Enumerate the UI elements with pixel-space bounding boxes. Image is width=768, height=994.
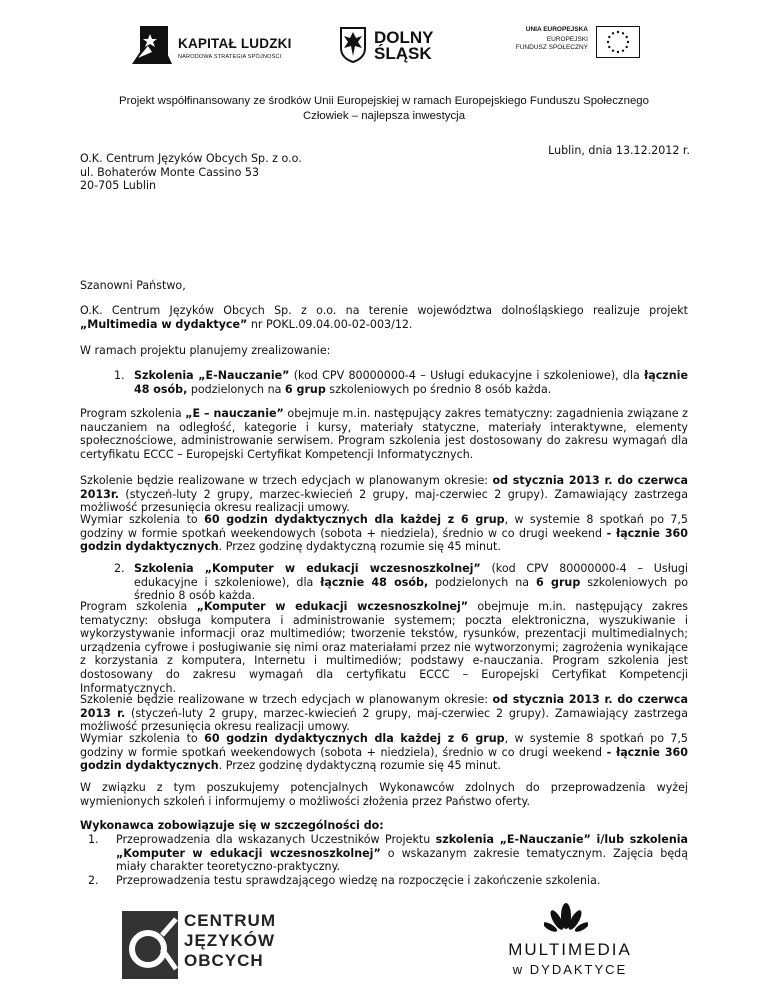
item2-t3: szkoleniowych po średnio 8 osób każda. xyxy=(134,575,688,603)
program1-paragraph xyxy=(80,407,688,461)
schedule2-b3: - łącznie 360 godzin dydaktycznych xyxy=(80,745,688,773)
sender-street: ul. Bohaterów Monte Cassino 53 xyxy=(80,165,260,179)
sender-city: 20-705 Lublin xyxy=(80,179,157,193)
schedule1-t3: Wymiar szkolenia to xyxy=(80,513,205,526)
eu-line1: UNIA EUROPEJSKA xyxy=(525,26,588,33)
obligation1-t2: o wskazanym zakresie tematycznym. Zajęcia będą miały charakter teoretyczno-praktyczny. xyxy=(116,846,689,874)
program1-t1: Program szkolenia xyxy=(80,407,186,420)
schedule1-t5: . Przez godzinę dydaktyczną rozumie się 45 minut. xyxy=(218,540,501,554)
schedule2-t4: , w systemie 8 spotkań po 7,5 godziny w formie spotkań weekendowych (sobota + niedziela), średnio w co drugi weekend xyxy=(80,732,688,759)
lotus-flower-icon xyxy=(544,900,588,936)
intro-text1: O.K. Centrum Języków Obcych Sp. z o.o. na terenie województwa dolnośląskiego realizuje projekt xyxy=(80,304,688,317)
item1-text xyxy=(134,369,688,396)
multimedia-line1: MULTIMEDIA xyxy=(508,940,632,959)
schedule1-paragraph xyxy=(80,474,688,515)
cofinancing-line1: Projekt współfinansowany ze środków Unii Europejskiej w ramach Europejskiego Funduszu Społecznego xyxy=(119,95,649,107)
dolny-slask-line2: ŚLĄSK xyxy=(374,44,432,63)
eu-logo xyxy=(496,26,644,70)
schedule2-b2: 60 godzin dydaktycznych dla każdej z 6 grup xyxy=(204,732,505,745)
program1-t2: obejmuje m.in. następujący zakres tematyczny: zagadnienia związane z nauczaniem na odległość, kategorie i kursy, materiały statyczne, materiały interaktywne, elementy społecznościowe, administrowanie serwisem. Program szkolenia jest dostosowany do zakresu wymagań dla certyfikatu ECCC – Europejski Certyfikat Kompetencji Informatycznych. xyxy=(80,407,688,461)
dolny-slask-line1: DOLNY xyxy=(374,28,434,47)
program2-paragraph xyxy=(80,600,688,695)
program2-b1: „Komputer w edukacji wczesnoszkolnej” xyxy=(196,600,469,613)
item2-number: 2. xyxy=(114,562,125,575)
item1-b1: łącznie 48 osób, xyxy=(134,369,688,396)
item1-t3: szkoleniowych po średnio 8 osób każda. xyxy=(325,382,552,396)
item2-b1: łącznie 48 osób, xyxy=(320,575,429,589)
item1-b2: 6 grup xyxy=(284,382,326,396)
schedule2-t3: Wymiar szkolenia to xyxy=(80,732,205,745)
kapital-ludzki-emblem-icon xyxy=(130,24,174,68)
obligations-heading-text: Wykonawca zobowiązuje się w szczególności do: xyxy=(80,819,384,832)
schedule2-t2: (styczeń-luty 2 grupy, marzec-kwiecień 2 grupy, maj-czerwiec 2 grupy). Zamawiający zastrzega możliwość przesunięcia okresu realizacji umowy. xyxy=(80,706,689,734)
ok-line3: OBCYCH xyxy=(184,951,264,970)
schedule1-hours xyxy=(80,513,688,554)
multimedia-line2: w DYDAKTYCE xyxy=(512,962,628,977)
schedule2-hours xyxy=(80,732,688,773)
item2-b2: 6 grup xyxy=(536,575,581,589)
cofinancing-note xyxy=(60,94,708,124)
intro-paragraph xyxy=(80,304,688,331)
dolny-slask-logo xyxy=(338,24,448,68)
plan-intro: W ramach projektu planujemy zrealizowanie: xyxy=(80,344,331,357)
obligation1-b1: szkolenia „E-Nauczanie” i/lub szkolenia „Komputer w edukacji wczesnoszkolnej” xyxy=(116,833,689,860)
item2-text xyxy=(134,562,688,603)
greeting: Szanowni Państwo, xyxy=(80,279,186,292)
intro-text2: nr POKL.09.04.00-02-003/12. xyxy=(247,317,413,331)
ok-line2: JĘZYKÓW xyxy=(184,931,276,950)
item2-t1: (kod CPV 80000000-4 – Usługi edukacyjne i szkoleniowe), dla xyxy=(134,562,688,589)
eagle-crest-icon xyxy=(338,26,368,64)
schedule1-t4: , w systemie 8 spotkań po 7,5 godziny w formie spotkań weekendowych (sobota + niedziela), średnio w co drugi weekend xyxy=(80,513,688,540)
schedule2-paragraph xyxy=(80,693,688,734)
program1-b1: „E – nauczanie” xyxy=(185,407,284,420)
obligation1-text xyxy=(116,833,688,874)
item2-t2: podzielonych na xyxy=(428,575,537,589)
obligation1-t1: Przeprowadzenia dla wskazanych Uczestników Projektu xyxy=(116,833,436,846)
schedule1-b1: od stycznia 2013 r. do czerwca 2013r. xyxy=(80,474,688,501)
item1-number: 1. xyxy=(114,369,125,382)
schedule1-b3: - łącznie 360 godzin dydaktycznych xyxy=(80,526,688,554)
logo-bar xyxy=(0,18,768,78)
ok-centrum-logo xyxy=(118,905,276,985)
schedule2-b1: od stycznia 2013 r. do czerwca 2013 r. xyxy=(80,693,688,720)
schedule2-t1: Szkolenie będzie realizowane w trzech edycjach w planowanym okresie: xyxy=(80,693,493,706)
eu-flag-icon xyxy=(596,26,640,58)
eu-line2: EUROPEJSKI xyxy=(546,36,588,43)
kapital-ludzki-subtitle: NARODOWA STRATEGIA SPÓJNOŚCI xyxy=(178,54,282,60)
item1-t1: (kod CPV 80000000-4 – Usługi edukacyjne i szkoleniowe), dla xyxy=(289,369,645,382)
schedule1-b2: 60 godzin dydaktycznych dla każdej z 6 grup xyxy=(204,513,505,526)
obligations-heading xyxy=(80,819,384,833)
program2-t2: obejmuje m.in. następujący zakres tematyczny: obsługa komputera i administrowanie systemem; poczta elektroniczna, wyszukiwanie i wykorzystywanie informacji oraz multimediów; tworzenie tekstów, rysunków, prezentacji multimedialnych; urządzenia cyfrowe i posługiwanie się nimi oraz materiałami przez nie wytworzonymi; zagrożenia wynikające z korzystania z komputera, Internetu i multimediów; podstawy e-nauczania. Program szkolenia jest dostosowany do zakresu wymagań dla certyfikatu ECCC – Europejski Certyfikat Kompetencji Informatycznych. xyxy=(80,600,688,695)
schedule2-t5: . Przez godzinę dydaktyczną rozumie się 45 minut. xyxy=(218,759,501,773)
item1-t2: podzielonych na xyxy=(187,382,285,396)
cofinancing-line2: Człowiek – najlepsza inwestycja xyxy=(302,110,466,122)
multimedia-logo xyxy=(490,900,650,990)
eu-line3: FUNDUSZ SPOŁECZNY xyxy=(515,44,588,51)
program2-t1: Program szkolenia xyxy=(80,600,197,613)
schedule1-t1: Szkolenie będzie realizowane w trzech edycjach w planowanym okresie: xyxy=(80,474,493,487)
obligation2-number: 2. xyxy=(88,874,99,887)
search-paragraph: W związku z tym poszukujemy potencjalnych Wykonawców zdolnych do przeprowadzenia wyżej wymienionych szkoleń i informujemy o możliwości złożenia przez Państwo oferty. xyxy=(80,781,688,808)
schedule1-t2: (styczeń-luty 2 grupy, marzec-kwiecień 2 grupy, maj-czerwiec 2 grupy). Zamawiający zastrzega możliwość przesunięcia okresu realizacji umowy. xyxy=(80,487,688,515)
obligation2-text: Przeprowadzenia testu sprawdzającego wiedzę na rozpoczęcie i zakończenie szkolenia. xyxy=(116,874,601,887)
date-line: Lublin, dnia 13.12.2012 r. xyxy=(548,144,690,157)
item1-title: Szkolenia „E-Nauczanie” xyxy=(134,369,290,382)
sender-address xyxy=(80,152,302,193)
ok-logo-text xyxy=(184,911,276,971)
kapital-ludzki-logo xyxy=(130,24,300,68)
ok-line1: CENTRUM xyxy=(184,911,276,930)
item2-title: Szkolenia „Komputer w edukacji wczesnoszkolnej” xyxy=(134,562,481,575)
ok-emblem-icon xyxy=(118,909,182,981)
project-name: „Multimedia w dydaktyce” xyxy=(80,317,248,331)
obligation1-number: 1. xyxy=(88,833,99,846)
kapital-ludzki-title: KAPITAŁ LUDZKI xyxy=(178,36,292,51)
sender-name: O.K. Centrum Języków Obcych Sp. z o.o. xyxy=(80,152,302,165)
